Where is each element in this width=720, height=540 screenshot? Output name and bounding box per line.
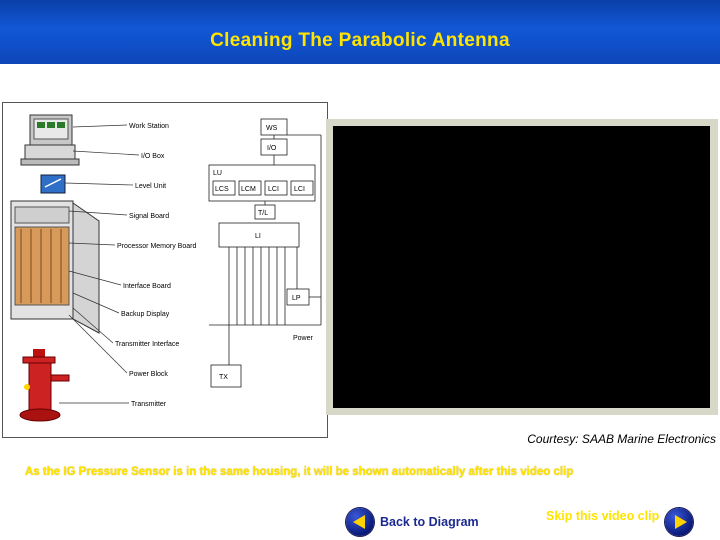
video-player-frame (326, 119, 718, 415)
label-backup-display: Backup Display (121, 311, 170, 318)
label-processor-memory-board: Processor Memory Board (117, 243, 197, 250)
workstation-illustration (21, 115, 79, 165)
block-lcm: LCM (241, 186, 256, 193)
video-credit: Courtesy: SAAB Marine Electronics (527, 432, 716, 446)
label-signal-board: Signal Board (129, 213, 170, 220)
block-lu: LU (213, 170, 222, 177)
block-lci-2: LCI (294, 186, 305, 193)
block-lp: LP (292, 295, 301, 302)
pressure-sensor-notice: As the IG Pressure Sensor is in the same housing, it will be shown automatically after this video clip (25, 466, 574, 478)
title-bar (0, 0, 720, 64)
label-work-station: Work Station (129, 123, 169, 130)
forward-arrow-icon[interactable] (665, 508, 693, 536)
label-power-block: Power Block (129, 371, 168, 378)
block-power: Power (293, 335, 313, 342)
system-diagram (2, 102, 328, 438)
transmitter-illustration (20, 349, 69, 421)
label-transmitter-interface: Transmitter Interface (115, 341, 180, 348)
label-interface-board: Interface Board (123, 283, 171, 290)
block-ws: WS (266, 125, 278, 132)
label-io-box: I/O Box (141, 153, 165, 160)
label-level-unit: Level Unit (135, 183, 167, 190)
back-to-diagram-button[interactable] (346, 507, 479, 537)
block-lcs: LCS (215, 186, 229, 193)
block-tx: TX (219, 374, 228, 381)
page-title: Cleaning The Parabolic Antenna (210, 30, 510, 51)
block-tl: T/L (258, 210, 269, 217)
block-schematic (209, 119, 321, 387)
cabinet-illustration (11, 201, 99, 333)
back-arrow-icon[interactable] (346, 508, 374, 536)
system-diagram-graphic (3, 103, 327, 437)
label-transmitter: Transmitter (131, 401, 167, 408)
skip-video-label[interactable]: Skip this video clip (546, 509, 660, 523)
block-li: LI (255, 233, 261, 240)
block-lci-1: LCI (268, 186, 279, 193)
skip-video-button[interactable] (546, 507, 693, 537)
block-labels (213, 125, 314, 381)
video-player[interactable] (333, 126, 710, 408)
back-to-diagram-label[interactable]: Back to Diagram (380, 515, 479, 529)
level-unit-illustration (41, 175, 65, 193)
block-io: I/O (267, 145, 277, 152)
